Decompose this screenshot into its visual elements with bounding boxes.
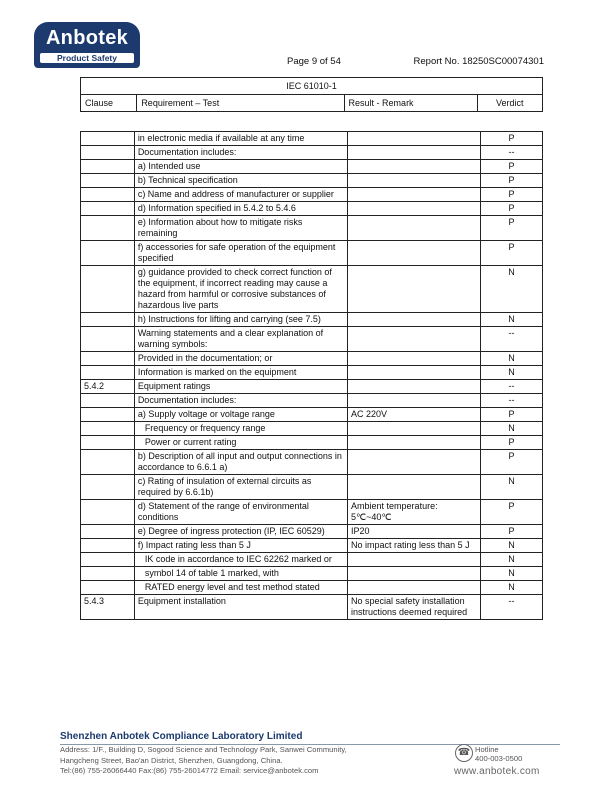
verdict-cell: N [480,475,542,500]
verdict-cell: N [480,567,542,581]
clause-cell [81,436,135,450]
table-row [81,160,543,174]
requirement-cell: c) Name and address of manufacturer or supplier [134,188,347,202]
clause-cell [81,188,135,202]
verdict-cell: -- [480,595,542,620]
result-cell: Ambient temperature: 5℃~40℃ [348,500,481,525]
website: www.anbotek.com [454,766,540,777]
report-number: Report No. 18250SC00074301 [413,56,544,67]
requirement-cell: a) Supply voltage or voltage range [134,408,347,422]
table-row [81,436,543,450]
verdict-cell: P [480,436,542,450]
verdict-cell: P [480,188,542,202]
verdict-cell: P [480,500,542,525]
hotline-number: 400-003-0500 [475,754,523,763]
logo-subtitle: Product Safety [40,53,134,63]
verdict-cell: P [480,216,542,241]
clause-cell: 5.4.3 [81,595,135,620]
verdict-cell: N [480,366,542,380]
clause-cell [81,408,135,422]
clause-cell [81,500,135,525]
footer-company: Shenzhen Anbotek Compliance Laboratory Limited [60,731,303,742]
requirement-cell: c) Rating of insulation of external circuits as required by 6.6.1b) [134,475,347,500]
table-row [81,525,543,539]
result-cell [348,266,481,313]
verdict-cell: -- [480,146,542,160]
result-cell [348,436,481,450]
result-cell [348,132,481,146]
result-cell: No special safety installation instructions deemed required [348,595,481,620]
requirement-cell: symbol 14 of table 1 marked, with [134,567,347,581]
verdict-cell: -- [480,380,542,394]
clause-cell [81,146,135,160]
requirement-cell: in electronic media if available at any time [134,132,347,146]
table-row [81,366,543,380]
result-cell [348,450,481,475]
requirement-cell: e) Degree of ingress protection (IP, IEC 60529) [134,525,347,539]
verdict-cell: N [480,581,542,595]
result-cell [348,422,481,436]
requirement-cell: b) Technical specification [134,174,347,188]
contact-line: Tel:(86) 755-26066440 Fax:(86) 755-26014772 Email: service@anbotek.com [60,766,319,775]
requirement-cell: RATED energy level and test method stated [134,581,347,595]
table-row [81,553,543,567]
verdict-cell: P [480,450,542,475]
result-cell [348,188,481,202]
phone-icon: ☎ [455,744,473,762]
table-row [81,174,543,188]
result-cell [348,380,481,394]
clause-cell [81,313,135,327]
result-cell [348,146,481,160]
table-row [81,539,543,553]
table-row [81,266,543,313]
footer-address [60,745,347,777]
address-line-1: Address: 1/F., Building D, Sogood Science and Technology Park, Sanwei Community, [60,745,347,754]
table-row [81,313,543,327]
verdict-cell: N [480,266,542,313]
result-cell [348,553,481,567]
requirement-cell: Frequency or frequency range [134,422,347,436]
verdict-cell: N [480,422,542,436]
clause-cell [81,539,135,553]
verdict-cell: -- [480,327,542,352]
requirement-cell: h) Instructions for lifting and carrying (see 7.5) [134,313,347,327]
table-row [81,450,543,475]
clause-cell [81,202,135,216]
clause-cell [81,132,135,146]
table-row [81,422,543,436]
result-cell [348,160,481,174]
requirement-cell: b) Description of all input and output connections in accordance to 6.6.1 a) [134,450,347,475]
table-row [81,567,543,581]
table-row [81,188,543,202]
verdict-cell: P [480,132,542,146]
table-row [81,327,543,352]
result-cell [348,366,481,380]
requirement-cell: Provided in the documentation; or [134,352,347,366]
requirement-cell: Documentation includes: [134,146,347,160]
verdict-cell: -- [480,394,542,408]
clause-cell [81,525,135,539]
verdict-cell: N [480,553,542,567]
result-cell [348,327,481,352]
table-row [81,500,543,525]
result-cell [348,174,481,188]
table-row [81,595,543,620]
verdict-cell: P [480,408,542,422]
col-result: Result - Remark [344,95,477,112]
table-row [81,146,543,160]
table-row [81,408,543,422]
clause-cell [81,581,135,595]
result-cell [348,241,481,266]
result-cell [348,581,481,595]
requirement-cell: Equipment ratings [134,380,347,394]
requirements-table [80,131,543,620]
clause-cell [81,327,135,352]
verdict-cell: P [480,241,542,266]
clause-cell [81,366,135,380]
requirement-cell: d) Statement of the range of environmental conditions [134,500,347,525]
clause-cell [81,352,135,366]
verdict-cell: N [480,313,542,327]
table-row [81,581,543,595]
col-requirement: Requirement – Test [137,95,344,112]
table-row [81,380,543,394]
requirement-cell: f) Impact rating less than 5 J [134,539,347,553]
table-header [80,77,543,112]
clause-cell [81,567,135,581]
clause-cell [81,394,135,408]
result-cell [348,394,481,408]
verdict-cell: P [480,160,542,174]
clause-cell [81,266,135,313]
result-cell [348,216,481,241]
result-cell: No impact rating less than 5 J [348,539,481,553]
result-cell: AC 220V [348,408,481,422]
requirement-cell: Documentation includes: [134,394,347,408]
clause-cell: 5.4.2 [81,380,135,394]
result-cell [348,352,481,366]
clause-cell [81,216,135,241]
requirement-cell: IK code in accordance to IEC 62262 marked or [134,553,347,567]
requirement-cell: Information is marked on the equipment [134,366,347,380]
requirement-cell: e) Information about how to mitigate risks remaining [134,216,347,241]
hotline [475,745,522,763]
address-line-2: Hangcheng Street, Bao'an District, Shenzhen, Guangdong, China. [60,755,283,765]
clause-cell [81,450,135,475]
result-cell [348,202,481,216]
clause-cell [81,475,135,500]
page-number: Page 9 of 54 [287,56,341,67]
clause-cell [81,422,135,436]
table-row [81,241,543,266]
logo-brand: Anbotek [45,27,129,49]
result-cell [348,567,481,581]
requirement-cell: Warning statements and a clear explanation of warning symbols: [134,327,347,352]
requirement-cell: Equipment installation [134,595,347,620]
clause-cell [81,553,135,567]
company-logo [34,22,140,68]
requirement-cell: d) Information specified in 5.4.2 to 5.4.6 [134,202,347,216]
result-cell [348,475,481,500]
result-cell [348,313,481,327]
table-row [81,216,543,241]
requirement-cell: f) accessories for safe operation of the equipment specified [134,241,347,266]
standard-title: IEC 61010-1 [81,78,543,95]
table-row [81,132,543,146]
table-row [81,352,543,366]
col-verdict: Verdict [477,95,543,112]
verdict-cell: N [480,539,542,553]
table-row [81,394,543,408]
clause-cell [81,174,135,188]
verdict-cell: P [480,174,542,188]
table-row [81,202,543,216]
verdict-cell: P [480,525,542,539]
requirement-cell: Power or current rating [134,436,347,450]
requirement-cell: a) Intended use [134,160,347,174]
verdict-cell: P [480,202,542,216]
hotline-label: Hotline [475,745,499,754]
requirement-cell: g) guidance provided to check correct function of the equipment, if incorrect reading may cause a hazard from harmful or corrosive substances of hazardous live parts [134,266,347,313]
table-row [81,475,543,500]
clause-cell [81,241,135,266]
verdict-cell: N [480,352,542,366]
clause-cell [81,160,135,174]
result-cell: IP20 [348,525,481,539]
col-clause: Clause [81,95,137,112]
